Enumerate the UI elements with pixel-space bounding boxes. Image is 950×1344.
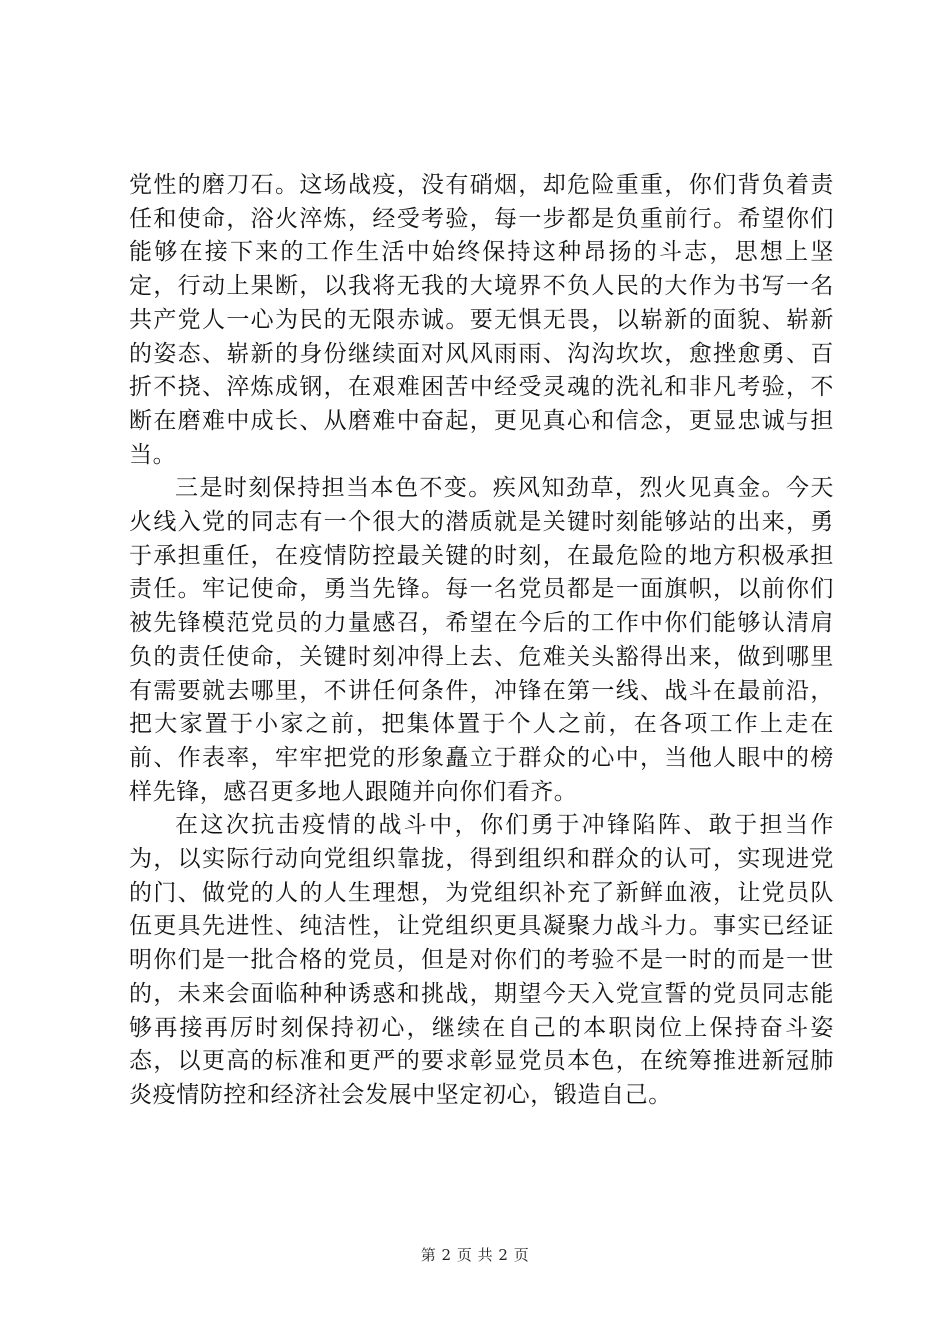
document-body bbox=[129, 169, 834, 1113]
paragraph-2: 三是时刻保持担当本色不变。疾风知劲草，烈火见真金。今天火线入党的同志有一个很大的潜质就是关键时刻能够站的出来，勇于承担重任，在疫情防控最关键的时刻，在最危险的地方积极承担责任。牢记使命，勇当先锋。每一名党员都是一面旗帜，以前你们被先锋模范党员的力量感召，希望在今后的工作中你们能够认清肩负的责任使命，关键时刻冲得上去、危难关头豁得出来，做到哪里有需要就去哪里，不讲任何条件，冲锋在第一线、战斗在最前沿，把大家置于小家之前，把集体置于个人之前，在各项工作上走在前、作表率，牢牢把党的形象矗立于群众的心中，当他人眼中的榜样先锋，感召更多地人跟随并向你们看齐。 bbox=[129, 475, 834, 805]
page-footer: 第 2 页 共 2 页 bbox=[420, 1246, 530, 1264]
paragraph-3: 在这次抗击疫情的战斗中，你们勇于冲锋陷阵、敢于担当作为，以实际行动向党组织靠拢，得到组织和群众的认可，实现进党的门、做党的人的人生理想，为党组织补充了新鲜血液，让党员队伍更具先进性、纯洁性，让党组织更具凝聚力战斗力。事实已经证明你们是一批合格的党员，但是对你们的考验不是一时的而是一世的，未来会面临种种诱惑和挑战，期望今天入党宣誓的党员同志能够再接再厉时刻保持初心，继续在自己的本职岗位上保持奋斗姿态，以更高的标准和更严的要求彰显党员本色，在统筹推进新冠肺炎疫情防控和经济社会发展中坚定初心，锻造自己。 bbox=[129, 812, 834, 1108]
paragraph-1: 党性的磨刀石。这场战疫，没有硝烟，却危险重重，你们背负着责任和使命，浴火淬炼，经受考验，每一步都是负重前行。希望你们能够在接下来的工作生活中始终保持这种昂扬的斗志，思想上坚定，行动上果断，以我将无我的大境界不负人民的大作为书写一名共产党人一心为民的无限赤诚。要无惧无畏，以崭新的面貌、崭新的姿态、崭新的身份继续面对风风雨雨、沟沟坎坎，愈挫愈勇、百折不挠、淬炼成钢，在艰难困苦中经受灵魂的洗礼和非凡考验，不断在磨难中成长、从磨难中奋起，更见真心和信念，更显忠诚与担当。 bbox=[129, 172, 834, 468]
